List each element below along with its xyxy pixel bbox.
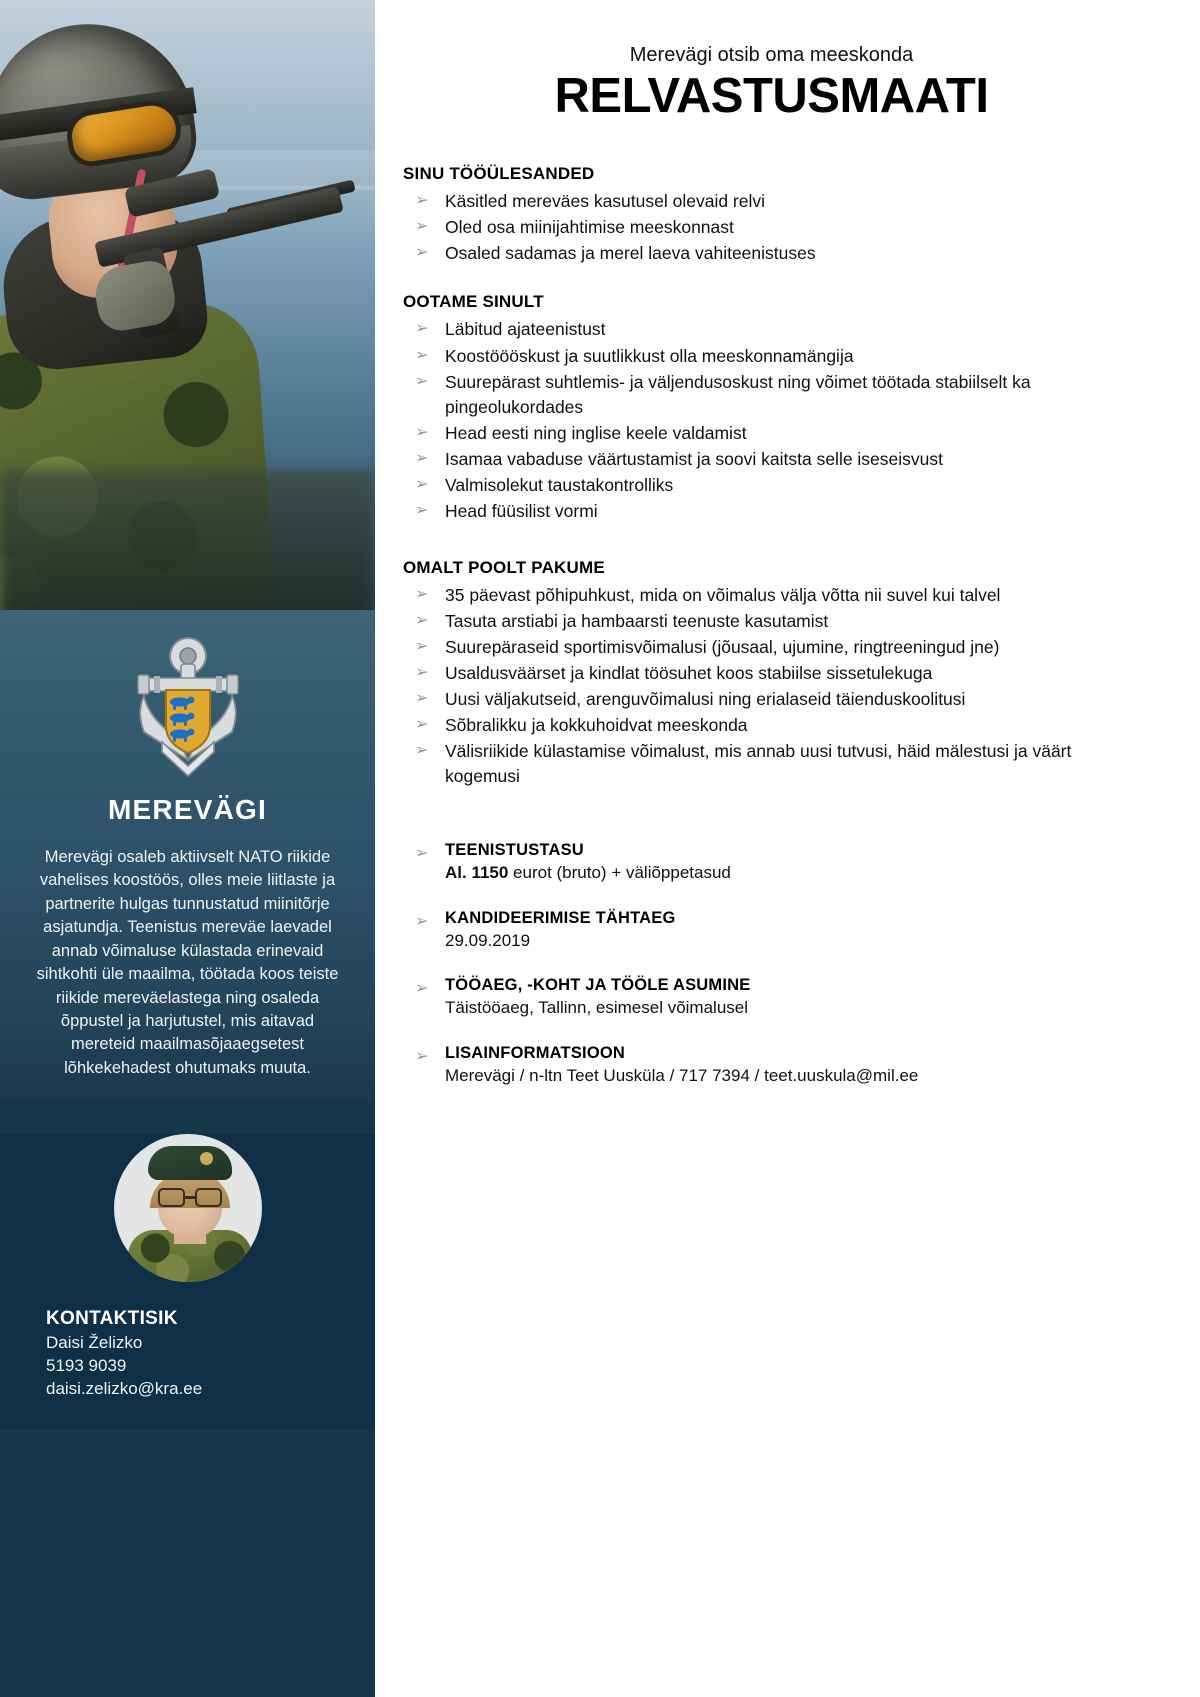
arrow-bullet-icon: ➢ [415, 423, 429, 441]
arrow-bullet-icon: ➢ [415, 372, 429, 390]
info-block-value-emphasis: Al. 1150 [445, 862, 509, 882]
arrow-bullet-icon: ➢ [415, 192, 429, 210]
list-item [403, 713, 1140, 738]
info-block-title: TÖÖAEG, -KOHT JA TÖÖLE ASUMINE [445, 976, 751, 995]
photo-foreground-blur [0, 470, 375, 610]
info-block-title: KANDIDEERIMISE TÄHTAEG [445, 908, 676, 927]
info-block-value-rest: Täistööaeg, Tallinn, esimesel võimalusel [445, 998, 749, 1018]
anchor-icon [118, 634, 258, 784]
info-block-value [445, 1064, 1140, 1088]
list-item-text: Oled osa miinijahtimise meeskonnast [445, 217, 734, 238]
arrow-bullet-icon: ➢ [415, 218, 429, 236]
list-item [403, 447, 1140, 472]
avatar-glasses [158, 1188, 222, 1207]
arrow-bullet-icon: ➢ [415, 611, 429, 629]
arrow-bullet-icon: ➢ [415, 346, 429, 364]
org-block [0, 610, 375, 1100]
org-description: Merevägi osaleb aktiivselt NATO riikide vahelises koostöös, olles meie liitlaste ja partnerite hulgas tunnustatud miinitõrje asjatundja. Teenistus mereväe laevadel annab võimaluse külastada erinevaid sihtkohti üle maailma, töötada koos teiste riikide mereväelastega ning osaleda õppustel ja harjutustel, mis aitavad mereteid maailmasõjaaegsetest lõhkekehadest ohutumaks muuta. [36, 848, 339, 1077]
list-item [403, 344, 1140, 369]
contact-email[interactable]: daisi.zelizko@kra.ee [46, 1379, 203, 1399]
arrow-bullet-icon: ➢ [415, 741, 429, 759]
info-block-title: LISAINFORMATSIOON [445, 1044, 626, 1063]
arrow-bullet-icon: ➢ [415, 501, 429, 519]
avatar-beret-badge [200, 1152, 213, 1165]
section [403, 558, 1140, 789]
info-block-value [445, 929, 1140, 953]
list-item-text: 35 päevast põhipuhkust, mida on võimalus välja võtta nii suvel kui talvel [445, 584, 1001, 605]
arrow-bullet-icon: ➢ [415, 585, 429, 603]
avatar-beret [148, 1146, 232, 1180]
info-block-value [445, 861, 1140, 885]
info-block-title: TEENISTUSTASU [445, 840, 584, 859]
section [403, 292, 1140, 523]
list-item-text: Usaldusväärset ja kindlat töösuhet koos stabiilse sissetulekuga [445, 662, 933, 683]
arrow-bullet-icon: ➢ [415, 980, 429, 998]
list-item [403, 215, 1140, 240]
arrow-bullet-icon: ➢ [415, 689, 429, 707]
list-item-text: Tasuta arstiabi ja hambaarsti teenuste kasutamist [445, 610, 829, 631]
list-item [403, 739, 1140, 789]
eyebrow-text: Merevägi otsib oma meeskonda [629, 44, 914, 66]
list-item [403, 370, 1140, 420]
info-blocks-container [403, 841, 1140, 1088]
list-item [403, 499, 1140, 524]
list-item [403, 635, 1140, 660]
list-item [403, 241, 1140, 266]
list-item [403, 421, 1140, 446]
arrow-bullet-icon: ➢ [415, 244, 429, 262]
hero-photo-soldier [0, 0, 375, 610]
arrow-bullet-icon: ➢ [415, 1048, 429, 1066]
info-block [403, 909, 1140, 953]
arrow-bullet-icon: ➢ [415, 912, 429, 930]
list-item-text: Koostöööskust ja suutlikkust olla meeskonnamängija [445, 345, 854, 366]
page-title: RELVASTUSMAATI [554, 69, 989, 123]
list-item [403, 317, 1140, 342]
list-item [403, 473, 1140, 498]
arrow-bullet-icon: ➢ [415, 637, 429, 655]
info-block-value-rest: Merevägi / n-ltn Teet Uusküla / 717 7394 / teet.uuskula@mil.ee [445, 1066, 919, 1086]
section [403, 164, 1140, 266]
arrow-bullet-icon: ➢ [415, 320, 429, 338]
sidebar [0, 0, 375, 1697]
list-item-text: Head eesti ning inglise keele valdamist [445, 422, 747, 443]
list-item-text: Head füüsilist vormi [445, 500, 598, 521]
list-item-text: Läbitud ajateenistust [445, 319, 606, 340]
info-block-value-rest: eurot (bruto) + väliõppetasud [508, 862, 731, 882]
bullet-list [403, 317, 1140, 523]
list-item [403, 189, 1140, 214]
navy-crest-logo [22, 634, 353, 784]
arrow-bullet-icon: ➢ [415, 844, 429, 862]
info-block [403, 841, 1140, 885]
list-item [403, 661, 1140, 686]
contact-phone[interactable]: 5193 9039 [46, 1356, 127, 1376]
list-item-text: Käsitled mereväes kasutusel olevaid relvi [445, 191, 766, 212]
list-item-text: Suurepärast suhtlemis- ja väljendusoskust ning võimet töötada stabiilselt ka pingeolukordades [445, 371, 1031, 417]
contact-avatar [114, 1134, 262, 1282]
contact-label: KONTAKTISIK [46, 1308, 178, 1330]
list-item-text: Osaled sadamas ja merel laeva vahiteenistuses [445, 243, 816, 264]
arrow-bullet-icon: ➢ [415, 475, 429, 493]
arrow-bullet-icon: ➢ [415, 715, 429, 733]
info-block [403, 976, 1140, 1020]
list-item [403, 583, 1140, 608]
section-heading: SINU TÖÖÜLESANDED [403, 164, 595, 184]
section-heading: OMALT POOLT PAKUME [403, 557, 605, 577]
org-name: MEREVÄGI [108, 794, 267, 825]
sections-container [403, 164, 1140, 788]
list-item-text: Uusi väljakutseid, arenguvõimalusi ning erialaseid täienduskoolitusi [445, 688, 966, 709]
list-item-text: Isamaa vabaduse väärtustamist ja soovi kaitsta selle iseseisvust [445, 448, 944, 469]
contact-name: Daisi Želizko [46, 1333, 143, 1353]
spacer [403, 815, 1140, 841]
list-item-text: Suurepäraseid sportimisvõimalusi (jõusaal, ujumine, ringtreeningud jne) [445, 636, 1000, 657]
list-item-text: Välisriikide külastamise võimalust, mis annab uusi tutvusi, häid mälestusi ja väärt kogemusi [445, 740, 1072, 786]
arrow-bullet-icon: ➢ [415, 449, 429, 467]
contact-block [0, 1134, 375, 1429]
info-block [403, 1044, 1140, 1088]
section-heading: OOTAME SINULT [403, 292, 544, 312]
list-item [403, 687, 1140, 712]
arrow-bullet-icon: ➢ [415, 663, 429, 681]
info-block-value-rest: 29.09.2019 [445, 930, 531, 950]
main-content [375, 0, 1200, 1697]
list-item-text: Sõbralikku ja kokkuhoidvat meeskonda [445, 714, 748, 735]
bullet-list [403, 189, 1140, 266]
info-block-value [445, 996, 1140, 1020]
bullet-list [403, 583, 1140, 789]
list-item-text: Valmisolekut taustakontrolliks [445, 474, 674, 495]
list-item [403, 609, 1140, 634]
